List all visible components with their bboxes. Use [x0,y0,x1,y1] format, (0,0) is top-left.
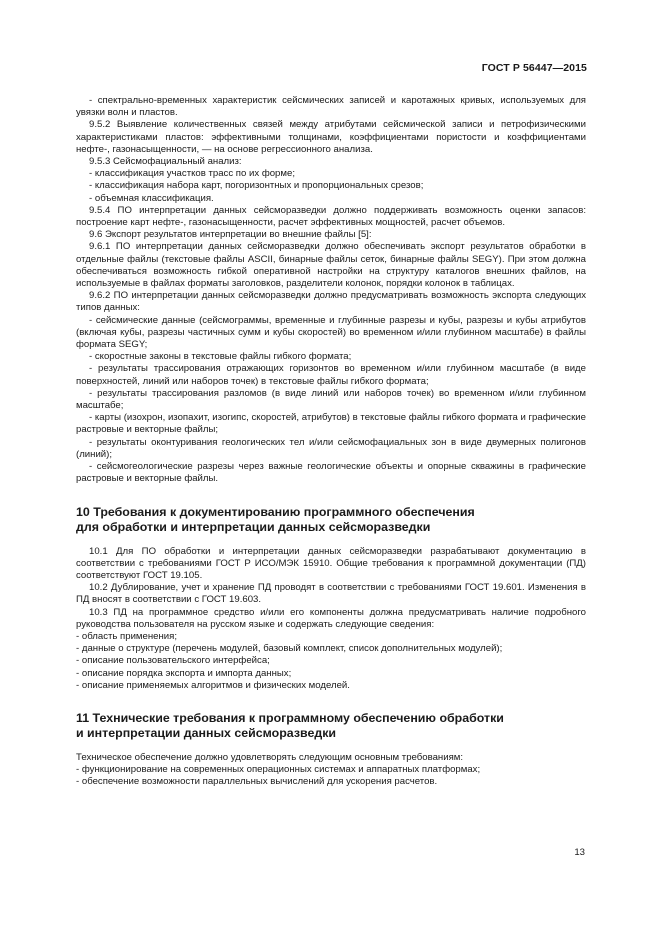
list-item: - скоростные законы в текстовые файлы гибкого формата; [89,351,352,363]
section-10-heading-line1: 10 Требования к документированию программного обеспечения [76,504,475,519]
list-item: - результаты трассирования разломов (в виде линий или наборов точек) во временном и/или глубинном масштабе; [76,387,586,412]
paragraph: 9.6 Экспорт результатов интерпретации во внешние файлы [5]: [89,229,372,241]
list-item: - описание порядка экспорта и импорта данных; [76,667,292,679]
list-item: - данные о структуре (перечень модулей, базовый комплект, список дополнительных модулей); [76,643,503,655]
list-item: - описание применяемых алгоритмов и физических моделей. [76,679,350,691]
list-item: - описание пользовательского интерфейса; [76,655,270,667]
list-item: - обеспечение возможности параллельных вычислений для ускорения расчетов. [76,776,438,788]
list-item: - классификация набора карт, погоризонтных и пропорциональных срезов; [89,180,424,192]
section-10-heading-line2: для обработки и интерпретации данных сейсморазведки [76,519,431,534]
section-11-heading-line1: 11 Технические требования к программному обеспечению обработки [76,710,504,725]
standard-code-header: ГОСТ Р 56447—2015 [481,62,587,74]
paragraph: 10.3 ПД на программное средство и/или его компоненты должна предусматривать наличие подробного руководства пользователя на русском языке и содержать следующие сведения: [76,606,586,630]
paragraph: Техническое обеспечение должно удовлетворять следующим основным требованиям: [76,751,464,763]
paragraph: 9.5.3 Сейсмофациальный анализ: [89,156,242,168]
paragraph: - спектрально-временных характеристик сейсмических записей и каротажных кривых, используемых для увязки волн и пластов. [76,95,586,119]
list-item: - карты (изохрон, изопахит, изогипс, скоростей, атрибутов) в текстовые файлы гибкого формата и графические растровые и векторные файлы; [76,412,586,436]
paragraph: 10.1 Для ПО обработки и интерпретации данных сейсморазведки разрабатывают документацию в соответствии с требованиями ГОСТ Р ИСО/МЭК 15910. Общие требования к программной документации (ПД) соответствуют ГОСТ 19.105. [76,545,586,581]
document-body [76,95,586,789]
paragraph: 9.6.1 ПО интерпретации данных сейсморазведки должно обеспечивать экспорт результатов обработки в отдельные файлы (текстовые файлы ASCII, бинарные файлы сеток, бинарные файлы SEGY). При этом должна обеспечиваться возможность гибкой оперативной настройки на структуру каталогов внешних файлов, на используемые в файлах форматы заголовков, разделители колонок, порядки колонок в таблицах. [76,241,586,290]
paragraph: 9.5.4 ПО интерпретации данных сейсморазведки должно поддерживать возможность оценки запасов: построение карт нефте-, газонасыщенности, расчет эффективных мощностей, расчет объемов. [76,204,586,229]
list-item: - функционирование на современных операционных системах и аппаратных платформах; [76,764,481,776]
paragraph: 9.6.2 ПО интерпретации данных сейсморазведки должно предусматривать возможность экспорта следующих типов данных: [76,290,586,314]
list-item: - сейсмические данные (сейсмограммы, временные и глубинные разрезы и кубы, разрезы и кубы атрибутов (включая кубы, разрезы частичных сумм и кубы скоростей) во временном и/или глубинном масштабе) в файлы формата SEGY; [76,314,586,351]
list-item: - объемная классификация. [89,192,214,204]
page-number: 13 [574,847,585,858]
section-11-heading [76,711,586,741]
section-10-heading [76,505,586,535]
list-item: - классификация участков трасс по их форме; [89,168,295,180]
list-item: - результаты оконтуривания геологических тел и/или сейсмофациальных зон в виде двумерных полигонов (линий); [76,436,586,460]
list-item: - сейсмогеологические разрезы через важные геологические объекты и опорные скважины в графические растровые и векторные файлы. [76,461,586,485]
list-item: - результаты трассирования отражающих горизонтов во временном и/или глубинном масштабе (в виде поверхностей, линий или наборов точек) в текстовые файлы гибкого формата; [76,363,586,387]
list-item: - область применения; [76,630,178,642]
paragraph: 9.5.2 Выявление количественных связей между атрибутами сейсмической записи и петрофизическими характеристиками пластов: эффективными толщинами, коэффициентами пористости и коэффициентами нефте-, газонасыщенности, — на основе регрессионного анализа. [76,119,586,155]
section-11-heading-line2: и интерпретации данных сейсморазведки [76,725,337,740]
paragraph: 10.2 Дублирование, учет и хранение ПД проводят в соответствии с требованиями ГОСТ 19.601. Изменения в ПД вносят в соответствии с ГОСТ 19.603. [76,582,586,606]
